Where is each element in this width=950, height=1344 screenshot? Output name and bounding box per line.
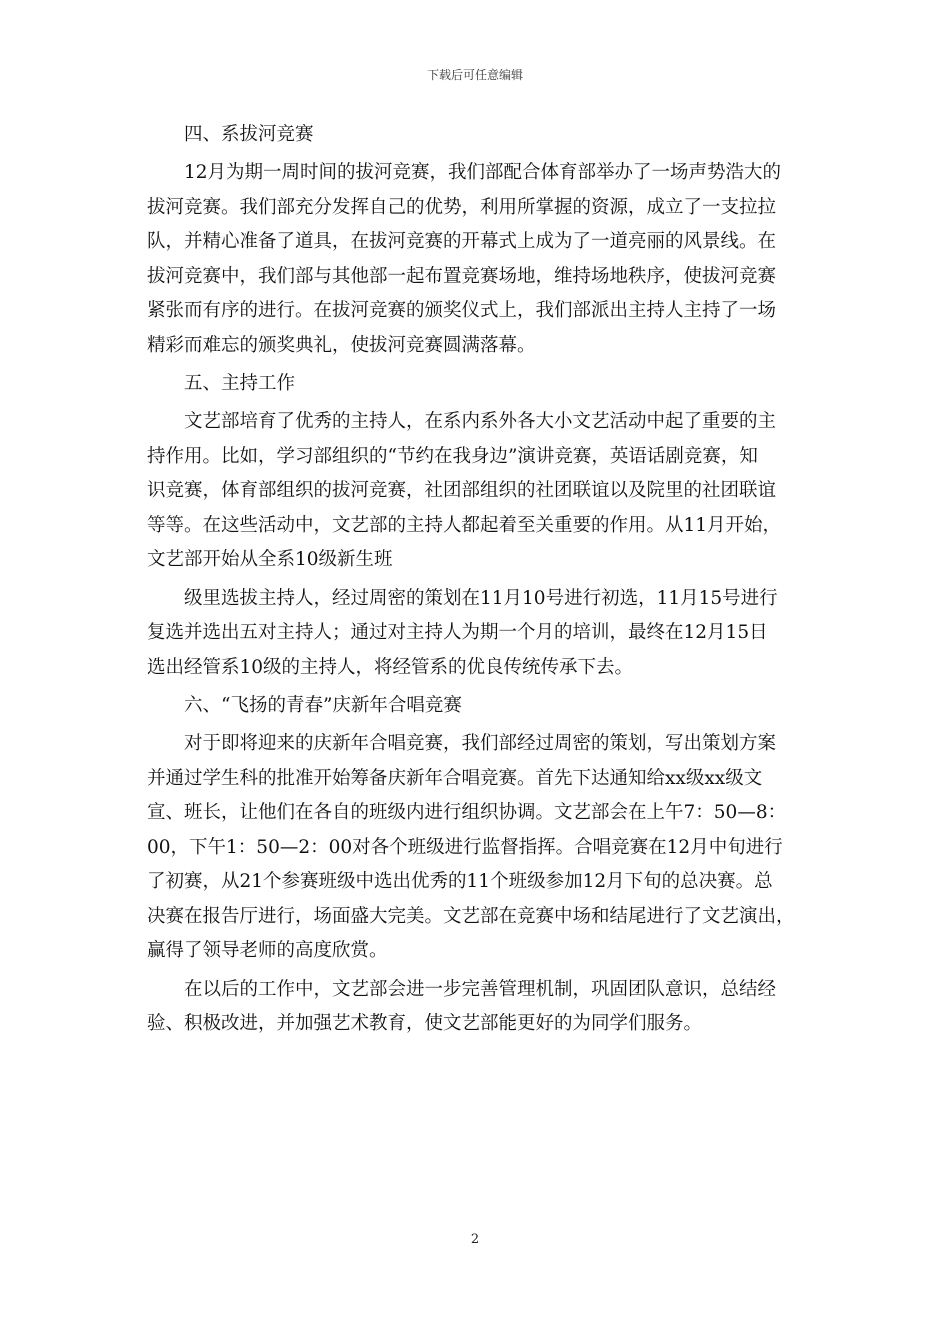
paragraph-hosting-1	[147, 405, 819, 578]
page-number: 2	[470, 1232, 480, 1247]
document-body	[147, 118, 819, 1046]
section-heading-hosting: 五、主持工作	[184, 373, 296, 394]
text-line: 00，下午1：50—2：00对各个班级进行监督指挥。合唱竞赛在12月中旬进行	[147, 836, 783, 858]
text-line: 在以后的工作中，文艺部会进一步完善管理机制，巩固团队意识，总结经	[184, 978, 777, 1000]
text-line: 了初赛，从21个参赛班级中选出优秀的11个班级参加12月下旬的总决赛。总	[147, 871, 773, 892]
text-line: 复选并选出五对主持人；通过对主持人为期一个月的培训，最终在12月15日	[147, 622, 768, 643]
text-line: 级里选拔主持人，经过周密的策划在11月10号进行初选，11月15号进行	[184, 587, 778, 609]
text-line: 精彩而难忘的颁奖典礼，使拔河竞赛圆满落幕。	[147, 334, 536, 356]
text-line: 识竞赛，体育部组织的拔河竞赛，社团部组织的社团联谊以及院里的社团联谊	[147, 480, 777, 501]
text-line: 拔河竞赛。我们部充分发挥自己的优势，利用所掌握的资源，成立了一支拉拉	[147, 196, 777, 218]
header-note: 下载后可任意编辑	[426, 68, 523, 82]
text-line: 拔河竞赛中，我们部与其他部一起布置竞赛场地，维持场地秩序，使拔河竞赛	[147, 265, 777, 287]
text-line: 验、积极改进，并加强艺术教育，使文艺部能更好的为同学们服务。	[147, 1013, 703, 1034]
paragraph-closing	[147, 973, 819, 1042]
text-line: 宣、班长，让他们在各自的班级内进行组织协调。文艺部会在上午7：50—8：	[147, 802, 787, 823]
text-line: 并通过学生科的批准开始筹备庆新年合唱竞赛。首先下达通知给xx级xx级文	[147, 767, 763, 789]
text-line: 文艺部开始从全系10级新生班	[147, 549, 393, 570]
text-line: 文艺部培育了优秀的主持人，在系内系外各大小文艺活动中起了重要的主	[184, 411, 777, 432]
section-heading-new-year-chorus: 六、“飞扬的青春”庆新年合唱竞赛	[184, 695, 462, 716]
text-line: 选出经管系10级的主持人，将经管系的优良传统传承下去。	[147, 656, 634, 678]
text-line: 紧张而有序的进行。在拔河竞赛的颁奖仪式上，我们部派出主持人主持了一场	[147, 300, 777, 321]
text-line: 决赛在报告厅进行，场面盛大完美。文艺部在竞赛中场和结尾进行了文艺演出，	[147, 905, 795, 927]
text-line: 持作用。比如，学习部组织的“节约在我身边”演讲竞赛，英语话剧竞赛，知	[147, 445, 758, 467]
paragraph-hosting-2	[147, 582, 819, 686]
paragraph-new-year-chorus	[147, 727, 819, 969]
text-line: 赢得了领导老师的高度欣赏。	[147, 940, 388, 961]
section-heading-tug-of-war: 四、系拔河竞赛	[184, 124, 314, 145]
text-line: 等等。在这些活动中，文艺部的主持人都起着至关重要的作用。从11月开始，	[147, 514, 782, 536]
text-line: 对于即将迎来的庆新年合唱竞赛，我们部经过周密的策划，写出策划方案	[184, 733, 777, 754]
paragraph-tug-of-war	[147, 156, 819, 363]
text-line: 队，并精心准备了道具，在拔河竞赛的开幕式上成为了一道亮丽的风景线。在	[147, 231, 777, 252]
text-line: 12月为期一周时间的拔河竞赛，我们部配合体育部举办了一场声势浩大的	[184, 162, 782, 183]
